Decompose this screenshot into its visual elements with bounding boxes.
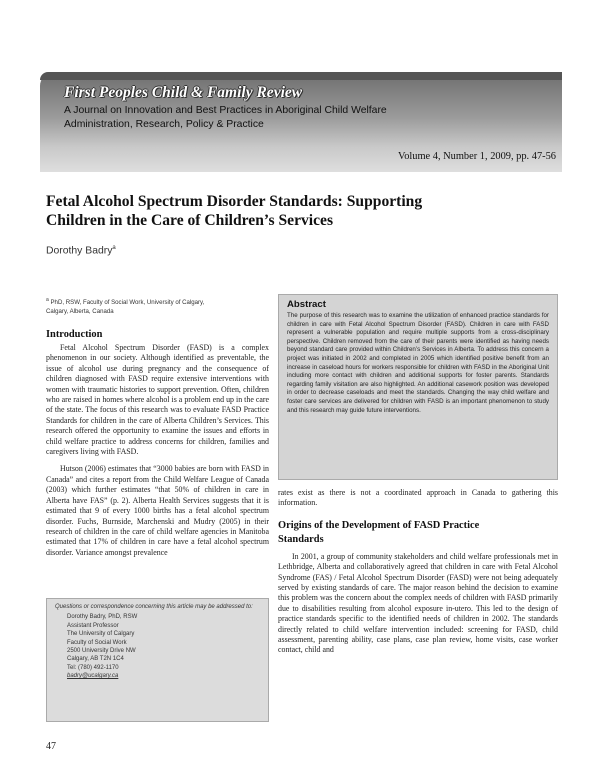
author-affiliation-mark: a xyxy=(112,245,116,251)
journal-subtitle-line2: Administration, Research, Policy & Practice xyxy=(64,119,264,130)
introduction-paragraph-1: Fetal Alcohol Spectrum Disorder (FASD) is a complex phenomenon in our society. Although identified as preventable, the issue of alcohol use during pregnancy and the consequence of children diagnosed with FASD require extensive interventions with women with traumatic histories to support prevention. Often, children who are raised in homes where alcohol is a problem end up in the care of the state. The focus of this research was to evaluate FASD Practice Standards for children in the care of Alberta Children’s Services. This research offered the opportunity to examine the issues and efforts in child welfare practice to address concerns for children, families and caregivers living with FASD. xyxy=(46,343,269,457)
correspondence-intro: Questions or correspondence concerning this article may be addressed to: xyxy=(55,604,253,610)
journal-title: First Peoples Child & Family Review xyxy=(64,84,303,101)
continuation-paragraph: rates exist as there is not a coordinated approach in Canada to gathering this information. xyxy=(278,488,558,508)
right-column xyxy=(278,488,558,656)
correspondence-line: Tel: (780) 492-1170 xyxy=(67,664,119,671)
author-name xyxy=(46,245,116,256)
banner-top-strip xyxy=(40,72,562,80)
abstract-heading: Abstract xyxy=(287,299,326,310)
introduction-section xyxy=(46,329,269,558)
affiliation-line1: PhD, RSW, Faculty of Social Work, University of Calgary, xyxy=(50,299,205,307)
correspondence-line: The University of Calgary xyxy=(67,631,135,638)
origins-heading-line1: Origins of the Development of FASD Practice xyxy=(278,519,480,531)
author-affiliation xyxy=(46,296,266,316)
introduction-paragraph-2: Hutson (2006) estimates that “3000 babies are born with FASD in Canada” and cites a report from the Child Welfare League of Canada (2003) which further estimates “that 50% of children in care in Alberta have FAS” (p. 2). Alberta Health Services suggests that it is estimated that 9 of every 1000 births has a fetal alcohol spectrum disorder. Fuchs, Burnside, Marchenski and Mudry (2005) in their research of children in the care of child welfare agencies in Manitoba estimated that 17% of children in care have a fetal alcohol spectrum disorder. Variance amongst prevalence xyxy=(46,464,269,557)
origins-heading xyxy=(278,519,558,547)
affiliation-line2: Calgary, Alberta, Canada xyxy=(46,308,114,316)
correspondence-line: 2500 University Drive NW xyxy=(67,648,136,655)
journal-subtitle xyxy=(64,104,504,132)
abstract-text: The purpose of this research was to examine the utilization of enhanced practice standards for children in care with Fetal Alcohol Spectrum Disorder (FASD). Children in care with FASD represent a vulnerable population and require multiple supports from a cross-disciplinary perspective. Children removed from the care of their parents were identified as having needs beyond standard care provided within Children’s Services in Alberta. To address this concern a project was initiated in 2002 and completed in 2005 which identified positive benefit from an increase in caseload hours for workers responsible for children with FASD in the Aboriginal Unit including more contact with children and additional supports for foster parents. Standards regarding family visitation are also highlighted. An additional casework position was developed in order to decrease caseloads and meet the standards. Changing the way child welfare and foster care services are delivered for children with FASD is an important phenomenon to study and this research may guide future interventions. xyxy=(287,312,549,414)
volume-info: Volume 4, Number 1, 2009, pp. 47-56 xyxy=(398,151,556,162)
origins-paragraph: In 2001, a group of community stakeholders and child welfare professionals met in Lethbridge, Alberta and collaboratively agreed that children in care with Fetal Alcohol Syndrome (FAS) / Fetal Alcohol Spectrum Disorder (FASD) were not being adequately served by existing standards of care. The major reason behind the decision to examine this problem was the concern about the complex needs of children with FASD primarily due to disabilities resulting from alcohol exposure in-utero. This led to the design of practice standards specific to the identified needs of children in 2002. The standards directly related to child welfare intervention included: screening for FASD, child assessment, parenting ability, case plans, case plan review, home visits, case worker contact, child and xyxy=(278,551,558,655)
article-title-line2: Children in the Care of Children’s Services xyxy=(46,212,334,229)
affiliation-mark: a xyxy=(46,297,49,303)
correspondence-line: Dorothy Badry, PhD, RSW xyxy=(67,614,138,621)
correspondence-box xyxy=(46,598,269,722)
introduction-heading: Introduction xyxy=(46,329,103,340)
correspondence-line: Faculty of Social Work xyxy=(67,639,127,646)
author-name-text: Dorothy Badry xyxy=(46,245,113,257)
journal-subtitle-line1: A Journal on Innovation and Best Practices in Aboriginal Child Welfare xyxy=(64,105,387,116)
correspondence-email-link[interactable]: badry@ucalgary.ca xyxy=(67,673,119,680)
origins-heading-line2: Standards xyxy=(278,533,324,545)
correspondence-address xyxy=(55,613,260,680)
page-number: 47 xyxy=(46,741,56,752)
abstract-box xyxy=(278,294,558,480)
correspondence-line: Calgary, AB T2N 1C4 xyxy=(67,656,124,663)
article-title xyxy=(46,192,566,230)
article-title-line1: Fetal Alcohol Spectrum Disorder Standards: Supporting xyxy=(46,193,423,210)
correspondence-line: Assistant Professor xyxy=(67,622,119,629)
